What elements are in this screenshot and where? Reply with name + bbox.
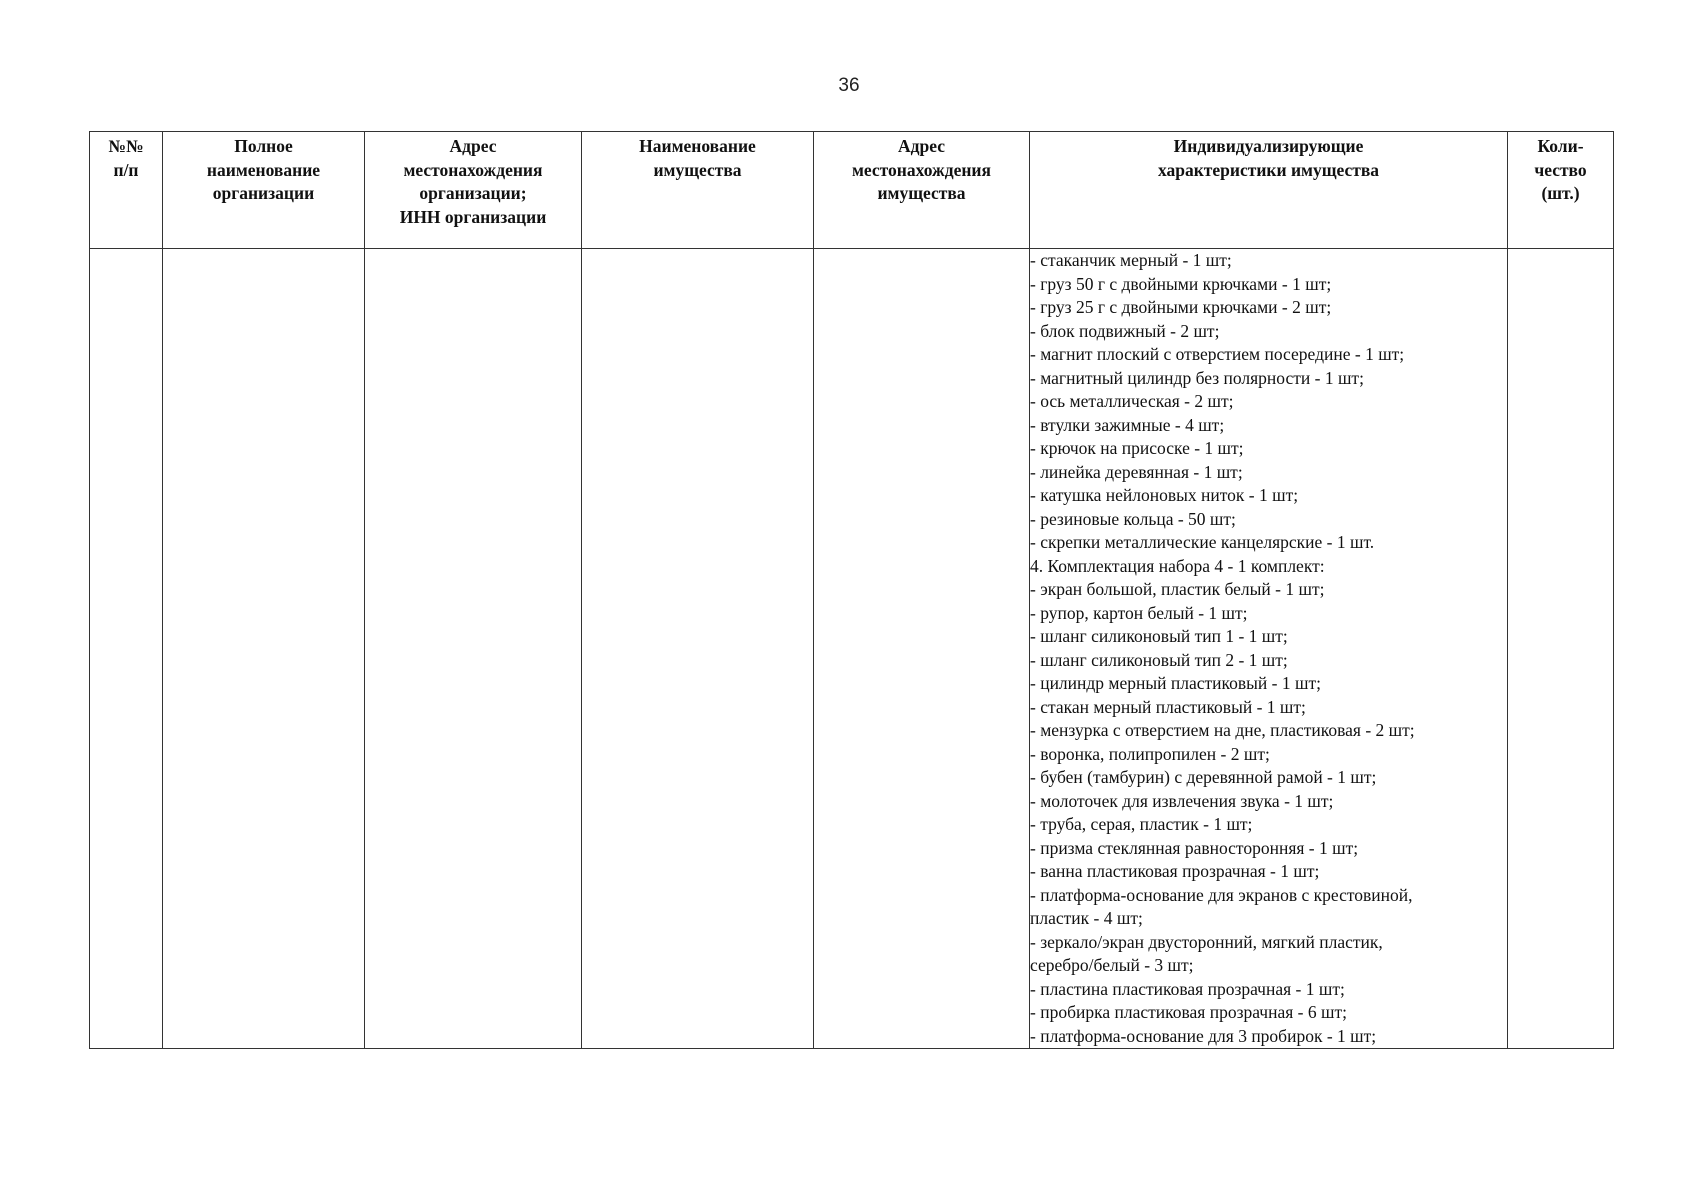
- characteristics-line: - магнит плоский с отверстием посередине - 1 шт;: [1030, 344, 1405, 364]
- characteristics-line: - цилиндр мерный пластиковый - 1 шт;: [1030, 673, 1321, 693]
- characteristics-line: - ванна пластиковая прозрачная - 1 шт;: [1030, 861, 1320, 881]
- characteristics-line: - груз 50 г с двойными крючками - 1 шт;: [1030, 273, 1332, 294]
- characteristics-line: - мензурка с отверстием на дне, пластиковая - 2 шт;: [1030, 720, 1415, 740]
- characteristics-line: 4. Комплектация набора 4 - 1 комплект:: [1030, 555, 1325, 576]
- characteristics-line: - блок подвижный - 2 шт;: [1030, 320, 1220, 341]
- characteristics-line: - рупор, картон белый - 1 шт;: [1030, 602, 1248, 623]
- header-quantity: Коли- чество (шт.): [1508, 132, 1614, 249]
- characteristics-line: - линейка деревянная - 1 шт;: [1030, 461, 1243, 482]
- characteristics-line: - втулки зажимные - 4 шт;: [1030, 414, 1225, 435]
- cell-characteristics: [1030, 249, 1508, 1049]
- characteristics-line: - призма стеклянная равносторонняя - 1 шт;: [1030, 837, 1359, 858]
- characteristics-line: - катушка нейлоновых ниток - 1 шт;: [1030, 485, 1299, 505]
- cell-organization-name: [163, 249, 365, 1049]
- characteristics-line: - экран большой, пластик белый - 1 шт;: [1030, 579, 1325, 599]
- characteristics-line: - шланг силиконовый тип 1 - 1 шт;: [1030, 626, 1288, 646]
- header-organization-name: Полное наименование организации: [163, 132, 365, 249]
- cell-number: [90, 249, 163, 1049]
- header-characteristics: Индивидуализирующие характеристики имущества: [1030, 132, 1508, 249]
- characteristics-line: пластик - 4 шт;: [1030, 908, 1143, 928]
- header-property-name: Наименование имущества: [582, 132, 814, 249]
- characteristics-line: - ось металлическая - 2 шт;: [1030, 391, 1234, 411]
- characteristics-line: - крючок на присоске - 1 шт;: [1030, 438, 1244, 458]
- characteristics-line: - воронка, полипропилен - 2 шт;: [1030, 743, 1270, 764]
- header-property-address: Адрес местонахождения имущества: [814, 132, 1030, 249]
- cell-property-address: [814, 249, 1030, 1049]
- characteristics-line: - платформа-основание для 3 пробирок - 1 шт;: [1030, 1025, 1377, 1046]
- page-number: 36: [838, 75, 860, 96]
- inventory-table: [89, 131, 1614, 1049]
- characteristics-line: - платформа-основание для экранов с крестовиной,: [1030, 884, 1413, 905]
- characteristics-line: - зеркало/экран двусторонний, мягкий пластик,: [1030, 931, 1383, 952]
- characteristics-line: - груз 25 г с двойными крючками - 2 шт;: [1030, 297, 1332, 317]
- characteristics-line: серебро/белый - 3 шт;: [1030, 955, 1194, 975]
- table-row: [90, 249, 1614, 1049]
- characteristics-line: - молоточек для извлечения звука - 1 шт;: [1030, 790, 1334, 811]
- characteristics-line: - пластина пластиковая прозрачная - 1 шт;: [1030, 978, 1345, 999]
- characteristics-line: - шланг силиконовый тип 2 - 1 шт;: [1030, 649, 1288, 670]
- characteristics-line: - труба, серая, пластик - 1 шт;: [1030, 814, 1253, 834]
- characteristics-line: - стаканчик мерный - 1 шт;: [1030, 250, 1232, 270]
- header-organization-address: Адрес местонахождения организации; ИНН организации: [365, 132, 582, 249]
- characteristics-line: - резиновые кольца - 50 шт;: [1030, 508, 1236, 529]
- characteristics-line: - бубен (тамбурин) с деревянной рамой - 1 шт;: [1030, 767, 1377, 787]
- characteristics-line: - стакан мерный пластиковый - 1 шт;: [1030, 696, 1306, 717]
- cell-quantity: [1508, 249, 1614, 1049]
- characteristics-line: - магнитный цилиндр без полярности - 1 шт;: [1030, 367, 1364, 388]
- table-header-row: [90, 132, 1614, 249]
- cell-property-name: [582, 249, 814, 1049]
- header-number: №№ п/п: [90, 132, 163, 249]
- cell-organization-address: [365, 249, 582, 1049]
- characteristics-line: - пробирка пластиковая прозрачная - 6 шт;: [1030, 1002, 1347, 1022]
- characteristics-line: - скрепки металлические канцелярские - 1 шт.: [1030, 532, 1375, 552]
